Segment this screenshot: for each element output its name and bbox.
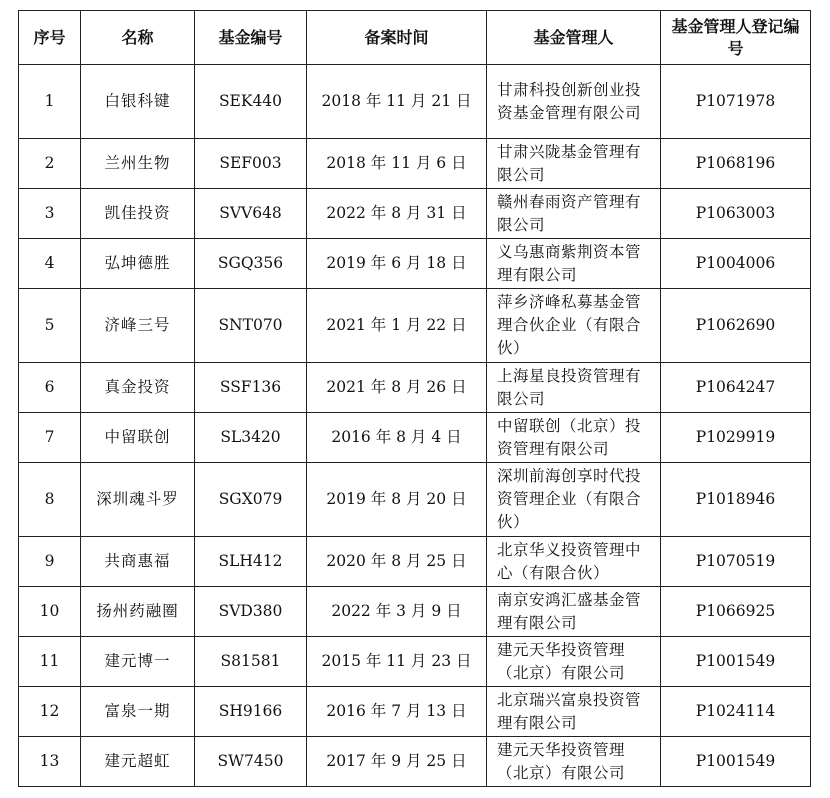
cell-manager: 南京安鸿汇盛基金管理有限公司 [487, 587, 661, 637]
cell-name: 凯佳投资 [81, 189, 195, 239]
cell-manager: 赣州春雨资产管理有限公司 [487, 189, 661, 239]
cell-name: 共商惠福 [81, 537, 195, 587]
cell-manager-reg: P1001549 [661, 637, 811, 687]
header-manager: 基金管理人 [487, 11, 661, 65]
cell-seq: 3 [19, 189, 81, 239]
cell-manager: 建元天华投资管理（北京）有限公司 [487, 637, 661, 687]
cell-code: SW7450 [195, 737, 307, 787]
cell-code: SGX079 [195, 463, 307, 537]
cell-code: SEF003 [195, 139, 307, 189]
cell-name: 中留联创 [81, 413, 195, 463]
table-row [19, 413, 811, 463]
table-row [19, 65, 811, 139]
cell-seq: 5 [19, 289, 81, 363]
cell-code: SL3420 [195, 413, 307, 463]
cell-date: 2022 年 8 月 31 日 [307, 189, 487, 239]
table-row [19, 637, 811, 687]
cell-manager-reg: P1066925 [661, 587, 811, 637]
cell-manager-reg: P1029919 [661, 413, 811, 463]
fund-table [18, 10, 811, 787]
cell-manager-reg: P1024114 [661, 687, 811, 737]
table-row [19, 363, 811, 413]
cell-name: 真金投资 [81, 363, 195, 413]
cell-seq: 13 [19, 737, 81, 787]
cell-manager-reg: P1063003 [661, 189, 811, 239]
table-row [19, 463, 811, 537]
cell-manager: 中留联创（北京）投资管理有限公司 [487, 413, 661, 463]
cell-name: 白银科键 [81, 65, 195, 139]
cell-name: 建元超虹 [81, 737, 195, 787]
cell-manager-reg: P1001549 [661, 737, 811, 787]
cell-code: SGQ356 [195, 239, 307, 289]
cell-seq: 4 [19, 239, 81, 289]
table-header-row [19, 11, 811, 65]
header-seq: 序号 [19, 11, 81, 65]
header-name: 名称 [81, 11, 195, 65]
cell-manager-reg: P1004006 [661, 239, 811, 289]
cell-seq: 10 [19, 587, 81, 637]
cell-seq: 12 [19, 687, 81, 737]
cell-manager-reg: P1070519 [661, 537, 811, 587]
cell-manager: 甘肃兴陇基金管理有限公司 [487, 139, 661, 189]
cell-manager: 深圳前海创享时代投资管理企业（有限合伙） [487, 463, 661, 537]
cell-date: 2015 年 11 月 23 日 [307, 637, 487, 687]
cell-manager: 义乌惠商紫荆资本管理有限公司 [487, 239, 661, 289]
cell-code: SVD380 [195, 587, 307, 637]
cell-manager-reg: P1062690 [661, 289, 811, 363]
cell-manager-reg: P1064247 [661, 363, 811, 413]
cell-code: SVV648 [195, 189, 307, 239]
cell-code: SLH412 [195, 537, 307, 587]
table-row [19, 239, 811, 289]
table-row [19, 587, 811, 637]
cell-name: 深圳魂斗罗 [81, 463, 195, 537]
cell-name: 弘坤德胜 [81, 239, 195, 289]
cell-name: 兰州生物 [81, 139, 195, 189]
cell-manager: 上海星良投资管理有限公司 [487, 363, 661, 413]
cell-name: 扬州药融圈 [81, 587, 195, 637]
cell-date: 2018 年 11 月 6 日 [307, 139, 487, 189]
cell-manager: 建元天华投资管理（北京）有限公司 [487, 737, 661, 787]
cell-seq: 2 [19, 139, 81, 189]
cell-manager-reg: P1071978 [661, 65, 811, 139]
cell-manager-reg: P1018946 [661, 463, 811, 537]
cell-seq: 11 [19, 637, 81, 687]
cell-date: 2018 年 11 月 21 日 [307, 65, 487, 139]
cell-date: 2021 年 1 月 22 日 [307, 289, 487, 363]
header-manager-reg [661, 11, 811, 65]
cell-manager: 甘肃科投创新创业投资基金管理有限公司 [487, 65, 661, 139]
cell-name: 富泉一期 [81, 687, 195, 737]
cell-date: 2019 年 8 月 20 日 [307, 463, 487, 537]
cell-date: 2017 年 9 月 25 日 [307, 737, 487, 787]
cell-manager-reg: P1068196 [661, 139, 811, 189]
cell-manager: 北京华义投资管理中心（有限合伙） [487, 537, 661, 587]
table-row [19, 189, 811, 239]
cell-code: S81581 [195, 637, 307, 687]
cell-seq: 1 [19, 65, 81, 139]
cell-seq: 6 [19, 363, 81, 413]
cell-date: 2020 年 8 月 25 日 [307, 537, 487, 587]
cell-manager: 北京瑞兴富泉投资管理有限公司 [487, 687, 661, 737]
cell-code: SSF136 [195, 363, 307, 413]
cell-manager: 萍乡济峰私募基金管理合伙企业（有限合伙） [487, 289, 661, 363]
cell-date: 2019 年 6 月 18 日 [307, 239, 487, 289]
cell-code: SNT070 [195, 289, 307, 363]
header-date: 备案时间 [307, 11, 487, 65]
header-code: 基金编号 [195, 11, 307, 65]
cell-seq: 9 [19, 537, 81, 587]
table-row [19, 737, 811, 787]
table-row [19, 537, 811, 587]
cell-code: SEK440 [195, 65, 307, 139]
table-row [19, 289, 811, 363]
cell-seq: 8 [19, 463, 81, 537]
table-row [19, 139, 811, 189]
cell-code: SH9166 [195, 687, 307, 737]
cell-name: 济峰三号 [81, 289, 195, 363]
cell-name: 建元博一 [81, 637, 195, 687]
cell-date: 2016 年 7 月 13 日 [307, 687, 487, 737]
cell-date: 2022 年 3 月 9 日 [307, 587, 487, 637]
cell-date: 2021 年 8 月 26 日 [307, 363, 487, 413]
table-row [19, 687, 811, 737]
cell-seq: 7 [19, 413, 81, 463]
header-manager-reg-text: 基金管理人登记编号 [671, 16, 800, 58]
cell-date: 2016 年 8 月 4 日 [307, 413, 487, 463]
